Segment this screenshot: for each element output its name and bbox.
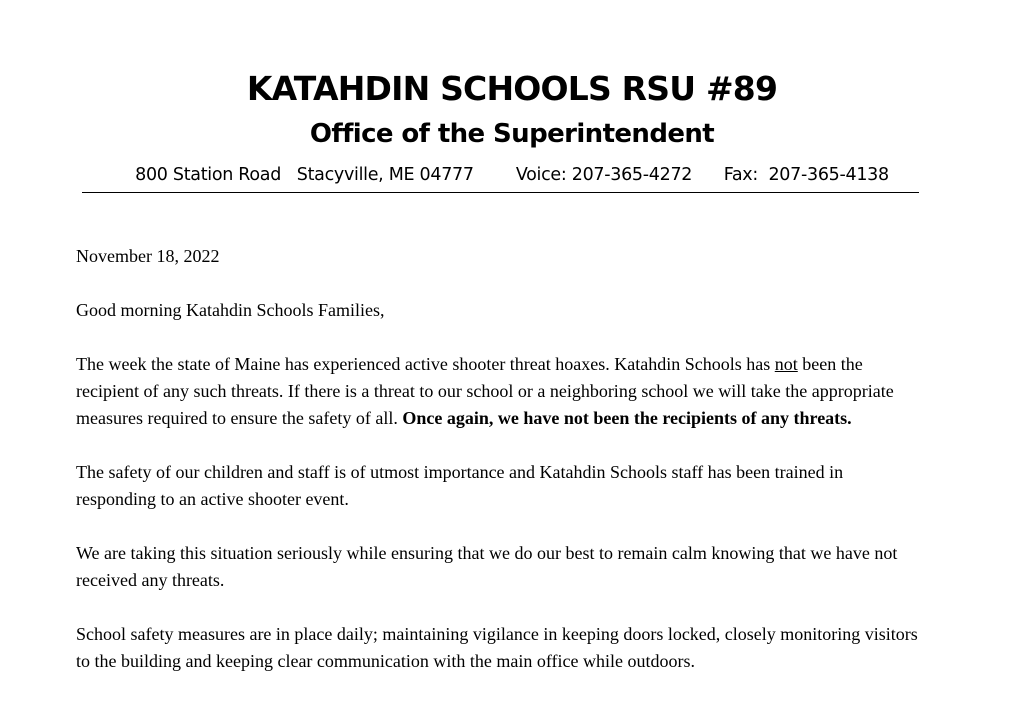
paragraph-text: been the recipient of any such threats. If there is a threat to our school or a neighboring school we will take the appropriate measures required to ensure the safety of all. <box>76 354 894 428</box>
letter-date: November 18, 2022 <box>76 246 220 266</box>
letter-body <box>76 243 921 702</box>
bold-statement: Once again, we have not been the recipients of any threats. <box>402 408 852 428</box>
contact-line <box>0 163 1024 187</box>
paragraph-measures: School safety measures are in place daily; maintaining vigilance in keeping doors locked, closely monitoring visitors to the building and keeping clear communication with the main office while outdoors. <box>76 624 918 671</box>
fax-number: Fax: 207-365-4138 <box>723 165 889 185</box>
emphasis-not: not <box>774 354 798 374</box>
paragraph-text: The week the state of Maine has experienced active shooter threat hoaxes. Katahdin Schools has <box>76 354 775 374</box>
paragraph-calm: We are taking this situation seriously while ensuring that we do our best to remain calm knowing that we have not received any threats. <box>76 543 898 590</box>
address: 800 Station Road <box>135 165 281 185</box>
letterhead-divider <box>82 192 919 193</box>
letter-greeting: Good morning Katahdin Schools Families, <box>76 300 385 320</box>
voice-number: Voice: 207-365-4272 <box>515 165 693 185</box>
office-name: Office of the Superintendent <box>309 119 715 149</box>
paragraph-threat-status <box>76 351 921 432</box>
paragraph-safety: The safety of our children and staff is of utmost importance and Katahdin Schools staff has been trained in responding to an active shooter event. <box>76 462 844 509</box>
organization-name: KATAHDIN SCHOOLS RSU #89 <box>246 69 778 108</box>
city-state-zip: Stacyville, ME 04777 <box>296 165 474 185</box>
